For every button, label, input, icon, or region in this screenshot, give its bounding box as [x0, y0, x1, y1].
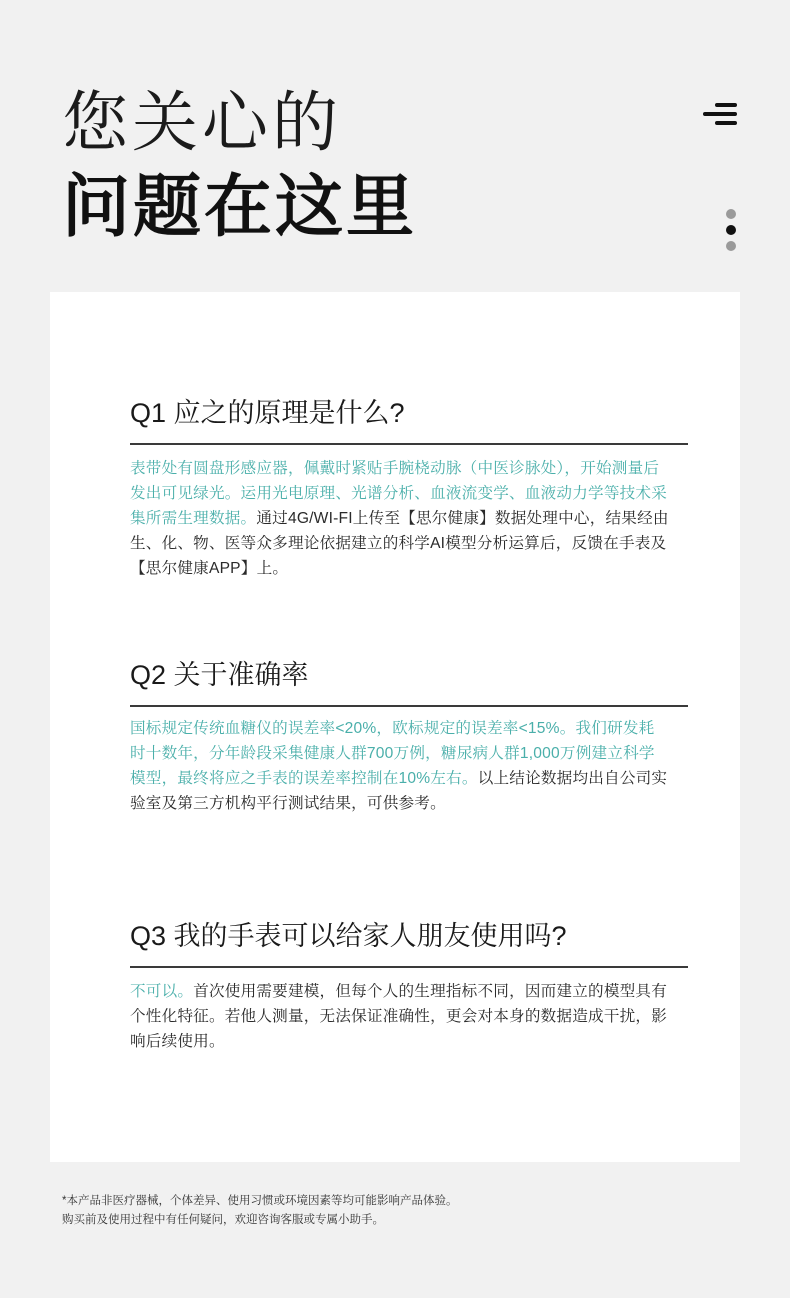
- faq-q2-title: Q2 关于准确率: [130, 660, 309, 690]
- heading-line-2: 问题在这里: [62, 169, 418, 245]
- disclaimer-line-1: *本产品非医疗器械，个体差异、使用习惯或环境因素等均可能影响产品体验。: [62, 1195, 458, 1207]
- heading-line-1: 您关心的: [62, 85, 342, 159]
- dot-icon: [726, 241, 736, 251]
- faq-q2-answer-text: 以上结论数据均出自公司实验室及第三方机构平行测试结果，可供参考。: [130, 770, 668, 812]
- disclaimer: [62, 1192, 457, 1230]
- dot-icon: [726, 209, 736, 219]
- faq-q3-divider: [130, 966, 688, 968]
- faq-q1-answer-highlight: 表带处有圆盘形感应器，佩戴时紧贴手腕桡动脉（中医诊脉处），开始测量后发出可见绿光。运用光电原理、光谱分析、血液流变学、血液动力学等技术采集所需生理数据。: [130, 460, 667, 527]
- faq-q1-answer-text: 通过4G/WI-FI上传至【思尔健康】数据处理中心，结果经由生、化、物、医等众多理论依据建立的科学AI模型分析运算后，反馈在手表及【思尔健康APP】上。: [130, 510, 669, 577]
- faq-q1-title: Q1 应之的原理是什么?: [130, 398, 405, 428]
- faq-card: [50, 292, 740, 1162]
- faq-q2-answer: [130, 716, 670, 816]
- dot-icon: [726, 225, 736, 235]
- disclaimer-line-2: 购买前及使用过程中有任何疑问，欢迎咨询客服或专属小助手。: [62, 1214, 384, 1226]
- faq-q3-answer-text: 首次使用需要建模，但每个人的生理指标不同，因而建立的模型具有个性化特征。若他人测量，无法保证准确性，更会对本身的数据造成干扰，影响后续使用。: [130, 983, 668, 1050]
- faq-q2-divider: [130, 705, 688, 707]
- menu-lines-icon[interactable]: [703, 103, 737, 127]
- vertical-dots-icon[interactable]: [725, 209, 737, 253]
- faq-q1-answer: [130, 456, 670, 581]
- faq-q3-answer: [130, 979, 670, 1054]
- faq-q3-answer-highlight: 不可以。: [130, 983, 194, 1000]
- faq-q3-title: Q3 我的手表可以给家人朋友使用吗?: [130, 921, 567, 951]
- faq-q1-divider: [130, 443, 688, 445]
- faq-q2-answer-highlight: 国标规定传统血糖仪的误差率<20%，欧标规定的误差率<15%。我们研发耗时十数年，分年龄段采集健康人群700万例，糖尿病人群1,000万例建立科学模型，最终将应之手表的误差率控制在10%左右。: [130, 720, 655, 787]
